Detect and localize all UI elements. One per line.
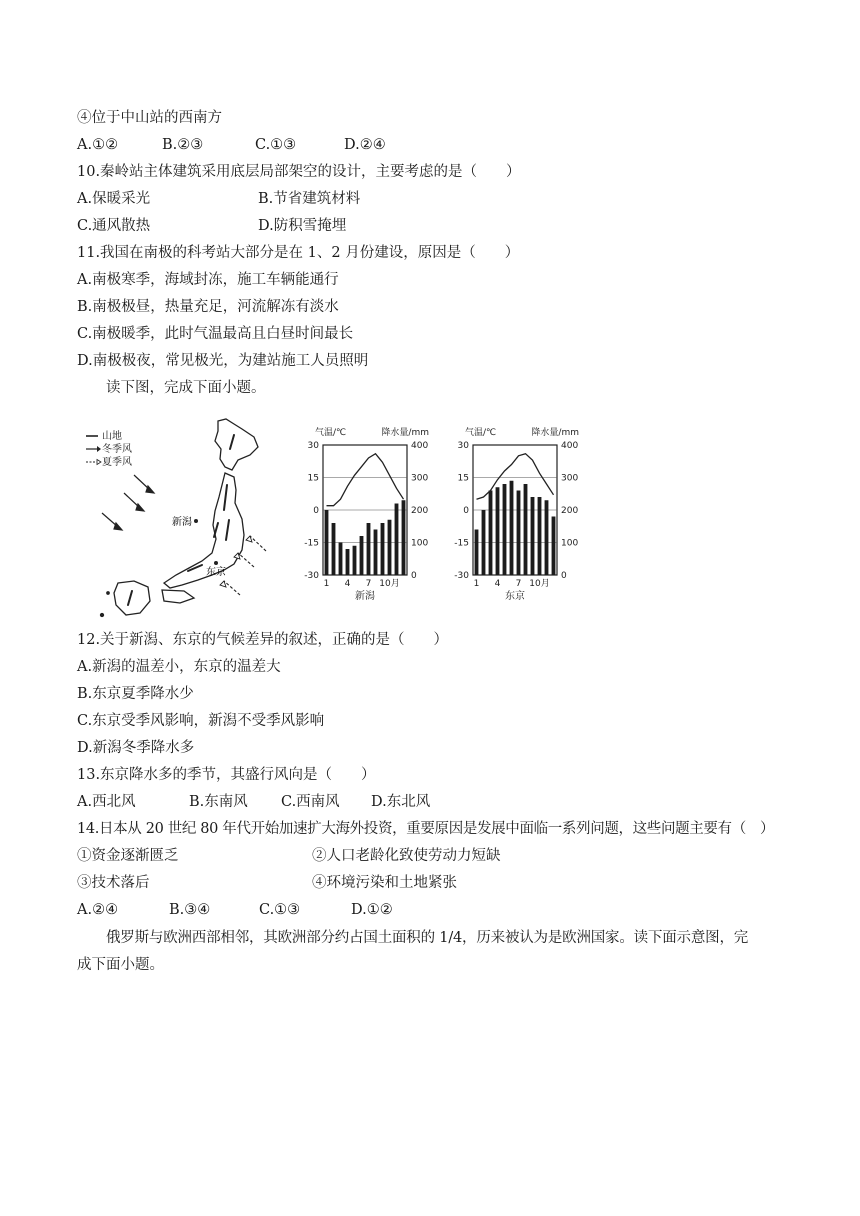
precip-bar-month-10 (538, 497, 542, 575)
q14-item-3: ③技术落后 (77, 875, 150, 891)
q11-option-a: A.南极寒季，海域封冻，施工车辆能通行 (77, 272, 339, 288)
month-tick-label: 4 (344, 579, 351, 589)
q14-option-b: B.③④ (169, 902, 211, 918)
q10-option-b: B.节省建筑材料 (258, 191, 361, 207)
q13-option-b: B.东南风 (189, 794, 248, 810)
month-tick-label: 1 (323, 579, 330, 589)
precip-bar-month-2 (482, 510, 486, 575)
precip-bar-month-3 (339, 543, 343, 576)
precip-tick-label: 300 (561, 473, 579, 484)
q14-option-d: D.①② (351, 902, 393, 918)
map-label-niigata: 新潟 (172, 517, 192, 528)
q14-option-c: C.①③ (259, 902, 301, 918)
precip-bar-month-7 (367, 523, 371, 575)
niigata-marker (194, 519, 198, 523)
precip-bar-month-8 (374, 530, 378, 576)
temp-tick-label: -15 (454, 538, 469, 549)
temp-tick-label: 15 (457, 473, 469, 484)
q13-option-a: A.西北风 (77, 794, 136, 810)
climate-chart-tokyo (454, 426, 579, 602)
q12-option-d: D.新潟冬季降水多 (77, 740, 195, 756)
map-legend (86, 429, 132, 468)
precip-bar-month-4 (346, 549, 350, 575)
q10-options-row2 (77, 216, 346, 236)
precip-bar-month-9 (381, 523, 385, 575)
q11-option-b: B.南极极昼，热量充足，河流解冻有淡水 (77, 299, 339, 315)
precip-tick-label: 200 (561, 506, 579, 516)
month-tick-label: 10月 (529, 579, 550, 589)
q10-option-a: A.保暖采光 (77, 191, 151, 207)
temp-tick-label: 30 (307, 441, 319, 451)
legend-mountain-label: 山地 (102, 431, 122, 442)
q13-options (77, 792, 430, 812)
month-tick-label: 10月 (379, 579, 400, 589)
q14-option-a: A.②④ (77, 902, 119, 918)
q11-stem: 11.我国在南极的科考站大部分是在 1、2 月份建设，原因是（ ） (77, 245, 520, 261)
precip-bar-month-6 (360, 536, 364, 575)
precip-bar-month-4 (496, 487, 500, 575)
legend-summer-wind-label: 夏季风 (102, 457, 132, 468)
precip-bar-month-9 (531, 497, 535, 575)
q12-stem: 12.关于新潟、东京的气候差异的叙述，正确的是（ ） (77, 632, 449, 648)
right-axis-label: 降水量/mm (381, 428, 429, 438)
q13-option-d: D.东北风 (371, 794, 431, 810)
temp-tick-label: 0 (313, 506, 319, 516)
left-axis-label: 气温/℃ (315, 428, 347, 438)
q14-item-2: ②人口老龄化致使劳动力短缺 (312, 848, 501, 864)
q10-option-c: C.通风散热 (77, 218, 151, 234)
q9-option-d: D.②④ (344, 137, 386, 153)
precip-bar-month-7 (517, 491, 521, 576)
q10-option-d: D.防积雪掩埋 (258, 218, 347, 234)
q9-option-a: A.①② (77, 137, 119, 153)
temp-tick-label: 30 (457, 441, 469, 451)
q13-option-c: C.西南风 (281, 794, 340, 810)
month-tick-label: 1 (473, 579, 480, 589)
precip-bar-month-5 (353, 546, 357, 575)
chart-title: 东京 (505, 591, 525, 602)
precip-bar-month-1 (325, 510, 329, 575)
temp-tick-label: -30 (454, 571, 469, 581)
q14-items-row1 (77, 846, 501, 866)
precip-bar-month-10 (388, 520, 392, 575)
precip-bar-month-1 (475, 530, 479, 576)
q10-options-row1 (77, 189, 360, 209)
map-label-tokyo: 东京 (206, 567, 226, 578)
q11-option-c: C.南极暖季，此时气温最高且白昼时间最长 (77, 326, 354, 342)
precip-tick-label: 200 (411, 506, 429, 516)
q10-stem: 10.秦岭站主体建筑采用底层局部架空的设计，主要考虑的是（ ） (77, 164, 521, 180)
precip-bar-month-11 (545, 500, 549, 575)
temp-tick-label: 15 (307, 473, 319, 484)
legend-winter-wind-label: 冬季风 (102, 444, 132, 455)
q14-stem: 14.日本从 20 世纪 80 年代开始加速扩大海外投资，重要原因是发展中面临一系列问题，这些问题主要有（ ） (77, 821, 775, 837)
month-tick-label: 7 (515, 579, 522, 589)
japan-figure-svg (84, 415, 604, 620)
precip-tick-label: 400 (561, 441, 579, 451)
precip-tick-label: 400 (411, 441, 429, 451)
q11-option-d: D.南极极夜，常见极光，为建站施工人员照明 (77, 353, 369, 369)
month-tick-label: 7 (365, 579, 372, 589)
right-axis-label: 降水量/mm (531, 428, 579, 438)
hokkaido-island (215, 419, 258, 470)
precip-tick-label: 100 (411, 538, 429, 549)
q14-items-row2 (77, 873, 457, 893)
temp-tick-label: -15 (304, 538, 319, 549)
figure-intro: 读下图，完成下面小题。 (106, 380, 266, 396)
q12-option-b: B.东京夏季降水少 (77, 686, 194, 702)
precip-bar-month-6 (510, 481, 514, 575)
q9-item-4: ④位于中山站的西南方 (77, 110, 222, 126)
temperature-curve (477, 454, 554, 500)
temperature-curve (327, 454, 404, 506)
precip-bar-month-3 (489, 491, 493, 576)
climate-chart-niigata (304, 426, 429, 602)
chart-title: 新潟 (355, 591, 375, 602)
tokyo-marker (214, 561, 218, 565)
q14-item-1: ①资金逐渐匮乏 (77, 848, 179, 864)
precip-bar-month-12 (402, 500, 406, 575)
honshu-island (164, 473, 244, 588)
temp-tick-label: -30 (304, 571, 319, 581)
q14-options (77, 900, 393, 920)
precip-tick-label: 0 (561, 571, 567, 581)
temp-tick-label: 0 (463, 506, 469, 516)
q9-options (77, 135, 386, 155)
climate-charts (304, 426, 579, 602)
precip-bar-month-11 (395, 504, 399, 576)
q12-option-c: C.东京受季风影响，新潟不受季风影响 (77, 713, 325, 729)
shikoku-island (162, 590, 194, 603)
precip-tick-label: 300 (411, 473, 429, 484)
precip-tick-label: 0 (411, 571, 417, 581)
russia-intro-line1: 俄罗斯与欧洲西部相邻，其欧洲部分约占国土面积的 1/4，历来被认为是欧洲国家。读下面示意图，完 (106, 930, 749, 946)
russia-intro-line2: 成下面小题。 (77, 957, 164, 973)
japan-climate-figure (84, 415, 604, 620)
q13-stem: 13.东京降水多的季节，其盛行风向是（ ） (77, 767, 376, 783)
precip-tick-label: 100 (561, 538, 579, 549)
q12-option-a: A.新潟的温差小，东京的温差大 (77, 659, 281, 675)
q14-item-4: ④环境污染和土地紧张 (312, 875, 457, 891)
precip-bar-month-8 (524, 484, 528, 575)
precip-bar-month-5 (503, 484, 507, 575)
q9-option-c: C.①③ (255, 137, 297, 153)
winter-wind-arrows (102, 475, 154, 530)
kyushu-island (114, 581, 150, 615)
precip-bar-month-2 (332, 523, 336, 575)
q9-option-b: B.②③ (162, 137, 204, 153)
left-axis-label: 气温/℃ (465, 428, 497, 438)
month-tick-label: 4 (494, 579, 501, 589)
precip-bar-month-12 (552, 517, 556, 576)
